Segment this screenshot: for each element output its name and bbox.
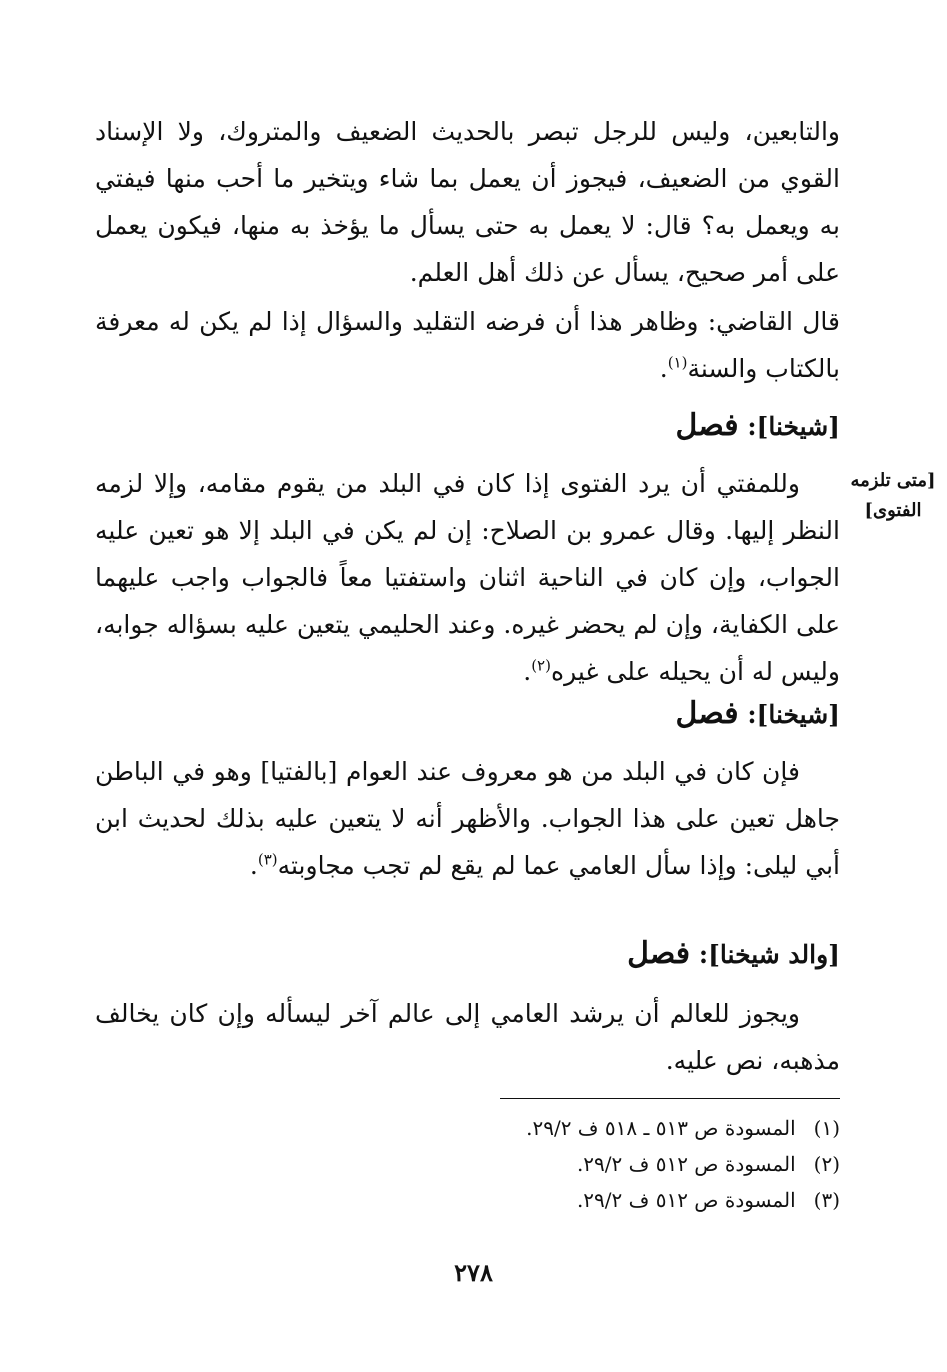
margin-note (847, 466, 939, 526)
heading-2-label: [شيخنا]: (747, 700, 840, 729)
section-heading-2 (676, 696, 840, 731)
heading-2-fasl: فصل (675, 696, 739, 731)
paragraph-5 (95, 990, 840, 1084)
footnote-3-text: المسودة ص ٥١٢ ف ٢٩/٢. (576, 1188, 796, 1212)
footnote-3 (526, 1182, 840, 1218)
margin-note-line-1: [متى تلزمه (850, 470, 936, 491)
footnotes (526, 1110, 840, 1218)
footnote-2-text: المسودة ص ٥١٢ ف ٢٩/٢. (576, 1152, 796, 1176)
footnote-2-number: (٢) (813, 1152, 840, 1176)
footnote-1 (526, 1110, 840, 1146)
page-number: ٢٧٨ (454, 1258, 493, 1287)
paragraph-2-text: قال القاضي: وظاهر هذا أن فرضه التقليد والسؤال إذا لم يكن له معرفة بالكتاب والسنة (95, 307, 840, 383)
paragraph-3 (95, 460, 840, 695)
heading-3-fasl: فصل (627, 936, 691, 971)
heading-1-label: [شيخنا]: (747, 412, 840, 441)
footnote-ref-3[interactable]: (٣) (257, 850, 278, 869)
heading-1-fasl: فصل (675, 408, 739, 443)
paragraph-4-end: . (249, 851, 258, 880)
heading-3-label: [والد شيخنا]: (698, 940, 840, 969)
paragraph-1-text: والتابعين، وليس للرجل تبصر بالحديث الضعيف والمتروك، ولا الإسناد القوي من الضعيف، فيجوز أن يعمل بما شاء ويتخير ما أحب منها فيفتي به ويعمل به؟ قال: لا يعمل به حتى يسأل ما يؤخذ به منها، فيكون يعمل على أمر صحيح، يسأل عن ذلك أهل العلم. (95, 117, 840, 287)
paragraph-5-text: ويجوز للعالم أن يرشد العامي إلى عالم آخر ليسأله وإن كان يخالف مذهبه، نص عليه. (95, 999, 840, 1075)
footnote-ref-2[interactable]: (٢) (531, 656, 551, 675)
footnote-3-number: (٣) (813, 1188, 840, 1212)
footnote-1-number: (١) (813, 1116, 840, 1140)
footnote-ref-1[interactable]: (١) (667, 353, 688, 372)
margin-note-line-2: الفتوى] (864, 500, 922, 521)
section-heading-1 (676, 408, 840, 443)
paragraph-4-text: فإن كان في البلد من هو معروف عند العوام [بالفتيا] وهو في الباطن جاهل تعين على هذا الجواب. والأظهر أنه لا يتعين عليه بذلك لحديث ابن أبي ليلى: وإذا سأل العامي عما لم يقع لم تجب مجاوبته (95, 757, 840, 880)
paragraph-1 (95, 108, 840, 296)
footnote-2 (526, 1146, 840, 1182)
paragraph-3-end: . (523, 657, 532, 686)
paragraph-4 (95, 748, 840, 889)
paragraph-3-text: وللمفتي أن يرد الفتوى إذا كان في البلد من يقوم مقامه، وإلا لزمه النظر إليها. وقال عمرو بن الصلاح: إن لم يكن في البلد إلا هو تعين عليه الجواب، وإن كان في الناحية اثنان واستفتيا معاً فالجواب واجب عليهما على الكفاية، وإن لم يحضر غيره. وعند الحليمي يتعين عليه بسؤاله جوابه، وليس له أن يحيله على غيره (95, 469, 840, 686)
footnote-1-text: المسودة ص ٥١٣ ـ ٥١٨ ف ٢٩/٢. (526, 1116, 796, 1140)
footnote-divider (500, 1098, 840, 1099)
paragraph-2 (95, 298, 840, 392)
paragraph-2-end: . (659, 354, 668, 383)
section-heading-3 (627, 936, 840, 971)
